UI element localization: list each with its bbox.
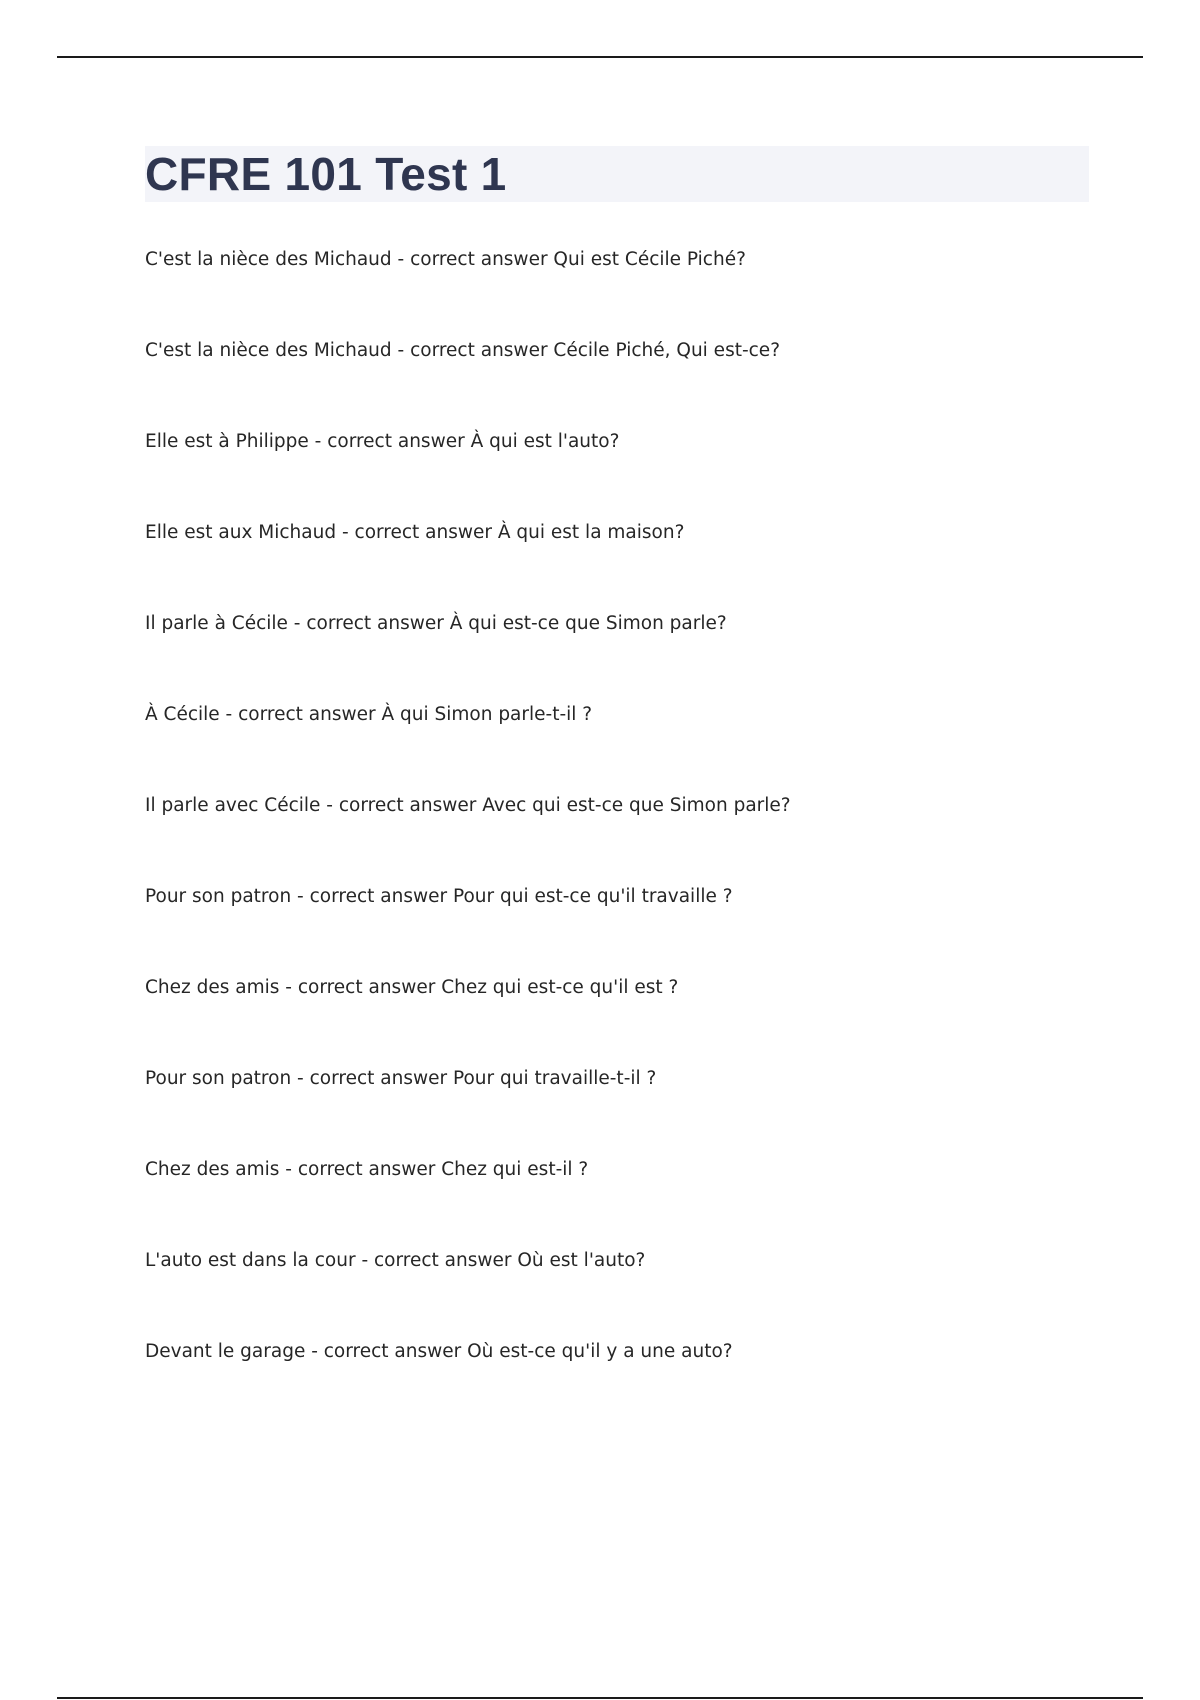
qa-item: Pour son patron - correct answer Pour qui travaille-t-il ?: [145, 1068, 657, 1089]
qa-item: C'est la nièce des Michaud - correct answer Qui est Cécile Piché?: [145, 249, 746, 270]
qa-item: Chez des amis - correct answer Chez qui est-il ?: [145, 1159, 589, 1180]
qa-item: Chez des amis - correct answer Chez qui est-ce qu'il est ?: [145, 977, 679, 998]
qa-item: Devant le garage - correct answer Où est-ce qu'il y a une auto?: [145, 1341, 733, 1362]
qa-list: [145, 245, 791, 1428]
qa-item: C'est la nièce des Michaud - correct answer Cécile Piché, Qui est-ce?: [145, 340, 781, 361]
header-rule: [57, 56, 1143, 58]
qa-item: Elle est aux Michaud - correct answer À qui est la maison?: [145, 522, 685, 543]
qa-item: Elle est à Philippe - correct answer À qui est l'auto?: [145, 431, 620, 452]
qa-item: Il parle avec Cécile - correct answer Avec qui est-ce que Simon parle?: [145, 795, 791, 816]
footer-rule: [57, 1697, 1143, 1699]
qa-item: Il parle à Cécile - correct answer À qui est-ce que Simon parle?: [145, 613, 727, 634]
qa-item: Pour son patron - correct answer Pour qui est-ce qu'il travaille ?: [145, 886, 733, 907]
qa-item: À Cécile - correct answer À qui Simon parle-t-il ?: [145, 704, 593, 725]
qa-item: L'auto est dans la cour - correct answer Où est l'auto?: [145, 1250, 646, 1271]
document-title: CFRE 101 Test 1: [145, 148, 507, 200]
